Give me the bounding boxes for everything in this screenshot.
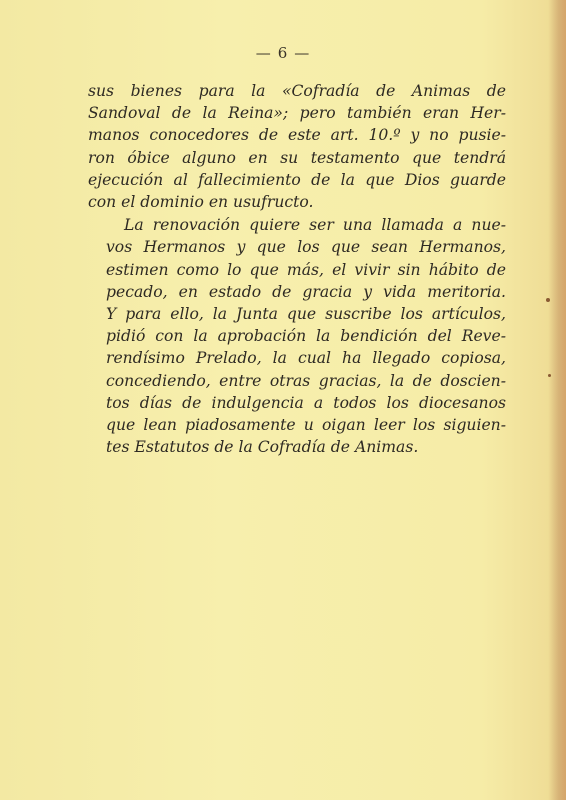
- text-line: vos Hermanos y que los que sean Hermanos,: [106, 238, 506, 257]
- dash-right: —: [294, 44, 311, 62]
- text-line: La renovación quiere ser una llamada a nue-: [124, 216, 506, 235]
- page-number: [0, 44, 566, 62]
- paper-speck: [546, 298, 550, 302]
- text-line: sus bienes para la «Cofradía de Animas de: [88, 82, 506, 100]
- paragraph-1: [88, 80, 506, 213]
- text-line: pidió con la aprobación la bendición del Reve-: [106, 327, 506, 346]
- text-line: Sandoval de la Reina»; pero también eran Her-: [88, 104, 506, 123]
- page-number-value: 6: [277, 44, 289, 62]
- text-line: rendísimo Prelado, la cual ha llegado copiosa,: [106, 349, 506, 368]
- paragraph-2: [88, 214, 506, 458]
- text-line: Y para ello, la Junta que suscribe los artículos,: [106, 305, 506, 324]
- text-line: con el dominio en usufructo.: [88, 193, 314, 212]
- text-line: pecado, en estado de gracia y vida meritoria.: [106, 282, 506, 301]
- text-line: estimen como lo que más, el vivir sin hábito de: [106, 260, 506, 279]
- text-line: manos conocedores de este art. 10.º y no pusie-: [88, 126, 506, 145]
- body-text: [88, 80, 506, 458]
- paper-speck: [548, 374, 551, 377]
- text-line: tos días de indulgencia a todos los diocesanos: [106, 393, 506, 412]
- text-line: ejecución al fallecimiento de la que Dios guarde: [88, 170, 506, 189]
- page-edge-shadow: [548, 0, 566, 800]
- text-line: tes Estatutos de la Cofradía de Animas.: [106, 438, 419, 457]
- text-line: concediendo, entre otras gracias, la de doscien-: [106, 371, 506, 390]
- text-line: ron óbice alguno en su testamento que tendrá: [88, 148, 506, 167]
- text-line: que lean piadosamente u oigan leer los siguien-: [106, 416, 506, 435]
- dash-left: —: [255, 44, 272, 62]
